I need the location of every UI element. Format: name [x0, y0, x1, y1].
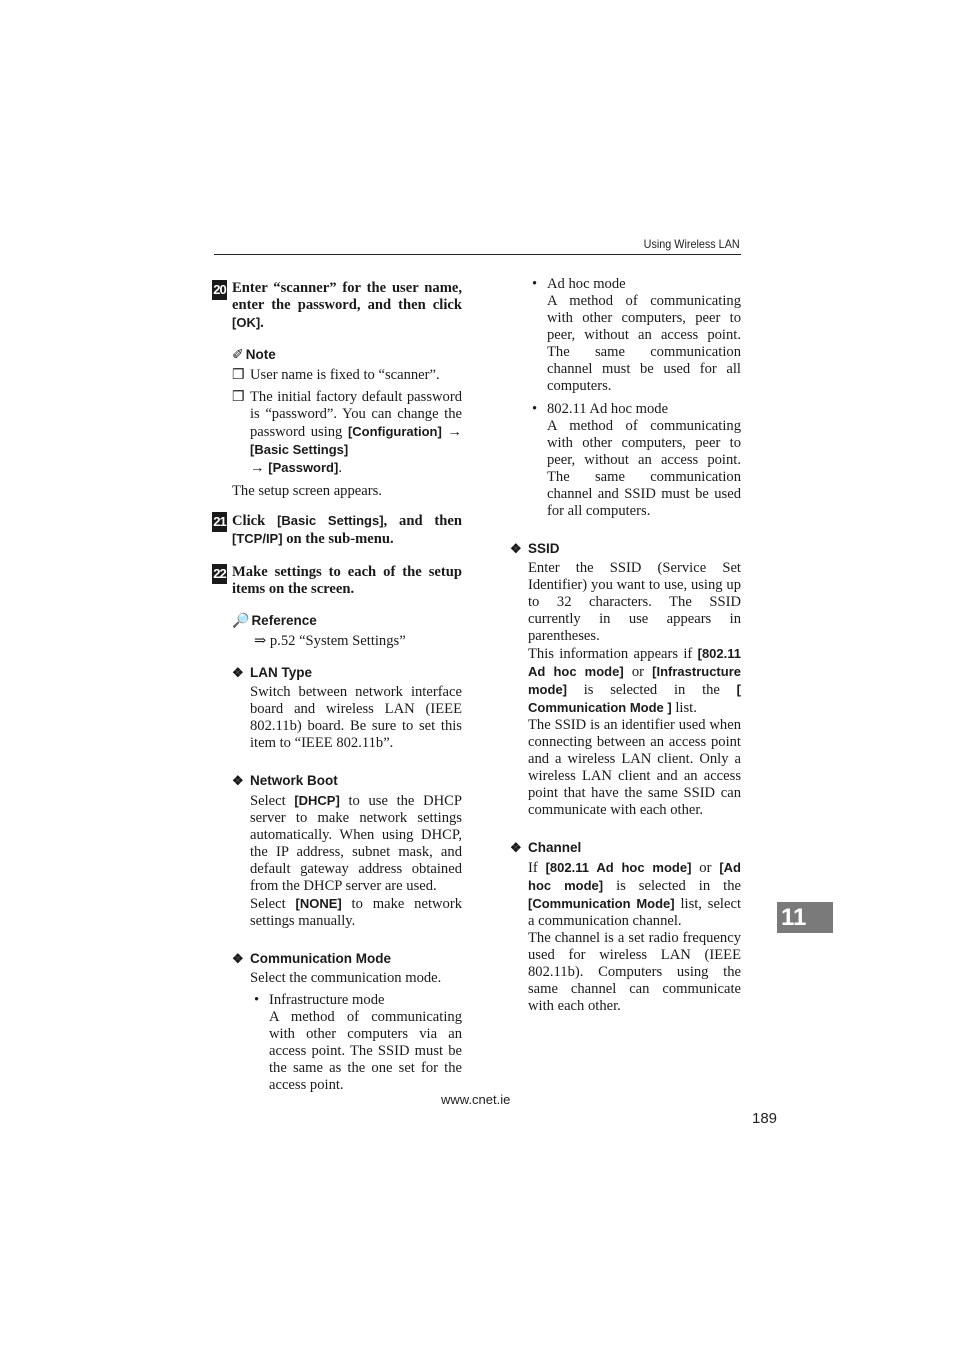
footer-url[interactable]: www.cnet.ie: [441, 1092, 511, 1107]
bullet-icon: •: [532, 276, 538, 292]
tcpip-key: [TCP/IP]: [232, 531, 283, 546]
network-boot-body: Select [DHCP] to use the DHCP server to make network settings automatically. When using DHCP, the IP address, subnet mask, and default gateway address obtained from the DHCP server are used. Select [NONE] to make network settings manually.: [250, 793, 462, 929]
result-text: The setup screen appears.: [232, 483, 382, 499]
running-header: Using Wireless LAN: [643, 237, 740, 251]
step-text: Enter “scanner” for the user name, enter the password, and then click [OK].: [232, 280, 462, 331]
lan-type-body: Switch between network interface board and wireless LAN (IEEE 802.11b) board. Be sure to set this item to “IEEE 802.11b”.: [250, 684, 462, 751]
step-text: Make settings to each of the setup items on the screen.: [232, 564, 462, 597]
ok-key: [OK]: [232, 315, 261, 330]
note-item: ❒ The initial factory default password is “password”. You can change the password using [Configuration] → [Basic Settings] → [Password].: [232, 389, 462, 476]
diamond-icon: ❖: [232, 951, 244, 966]
ssid-body: Enter the SSID (Service Set Identifier) you want to use, using up to 32 characters. The SSID currently in use appears in parentheses. This information appears if [802.11 Ad hoc mode] or [Infrastructure mode] is selected in the [ Communication Mode ] list. The SSID is an identifier used when connecting between an access point and a wireless LAN client. Only a wireless LAN client and an access point that have the same SSID can communicate with each other.: [528, 560, 741, 818]
channel-heading: ❖ Channel: [510, 840, 582, 855]
configuration-key: [Configuration]: [347, 424, 442, 439]
step-number: 22: [212, 564, 227, 584]
checkbox-icon: ❒: [232, 368, 245, 383]
communication-mode-key: [ Communication Mode ]: [528, 682, 741, 715]
step-21: [212, 512, 462, 548]
header-rule: [214, 254, 741, 255]
page-number: 189: [752, 1110, 778, 1127]
password-key: [Password]: [268, 460, 339, 475]
adhoc-key: [802.11 Ad hoc mode]: [528, 646, 741, 679]
magnifier-icon: 🔎: [232, 612, 250, 628]
mode-list-continued: [510, 276, 741, 520]
dhcp-key: [DHCP]: [294, 793, 340, 808]
bullet-icon: •: [532, 401, 538, 417]
communication-mode-heading: ❖ Communication Mode: [232, 951, 391, 966]
note-item: ❒ User name is fixed to “scanner”.: [232, 367, 440, 383]
diamond-icon: ❖: [232, 773, 244, 788]
step-22: [212, 564, 462, 598]
pencil-icon: ✐: [232, 346, 244, 362]
step-number: 20: [212, 280, 227, 300]
adhoc-key: [802.11 Ad hoc mode]: [545, 860, 692, 875]
right-column: [510, 276, 741, 1015]
note-heading: ✐ Note: [232, 346, 276, 362]
communication-mode-key: [Communication Mode]: [528, 896, 675, 911]
ssid-heading: ❖ SSID: [510, 541, 560, 556]
none-key: [NONE]: [295, 896, 342, 911]
reference-heading: 🔎 Reference: [232, 612, 317, 628]
step-20: [212, 280, 462, 332]
basic-settings-key: [Basic Settings]: [250, 442, 349, 457]
lan-type-heading: ❖ LAN Type: [232, 665, 313, 680]
step-number: 21: [212, 512, 227, 532]
channel-body: If [802.11 Ad hoc mode] or [Ad hoc mode] is selected in the [Communication Mode] list, select a communication channel. The channel is a set radio frequency used for wireless LAN (IEEE 802.11b). Computers using the same channel can communicate with each other.: [528, 860, 741, 1014]
mode-list: [212, 992, 462, 1094]
left-column: [212, 280, 462, 1094]
adhoc-mode-key: [Ad hoc mode]: [528, 860, 741, 893]
reference-link[interactable]: ⇒ p.52 “System Settings”: [254, 633, 406, 649]
diamond-icon: ❖: [510, 840, 522, 855]
network-boot-heading: ❖ Network Boot: [232, 773, 338, 788]
list-item: • 802.11 Ad hoc mode A method of communicating with other computers, peer to peer, without an access point. The same communication channel and SSID must be used for all computers.: [532, 401, 741, 519]
basic-settings-key: [Basic Settings]: [277, 513, 384, 528]
diamond-icon: ❖: [232, 665, 244, 680]
list-item: • Ad hoc mode A method of communicating with other computers, peer to peer, without an access point. The same communication channel must be used for all computers.: [532, 276, 741, 394]
list-item: • Infrastructure mode A method of communicating with other computers via an access point. The SSID must be the same as the one set for the access point.: [254, 992, 462, 1093]
step-text: Click [Basic Settings], and then [TCP/IP] on the sub-menu.: [232, 513, 462, 547]
checkbox-icon: ❒: [232, 390, 245, 405]
communication-mode-body: Select the communication mode.: [250, 970, 442, 986]
chapter-tab: 11: [777, 902, 833, 933]
diamond-icon: ❖: [510, 541, 522, 556]
infrastructure-key: [Infrastructure mode]: [528, 664, 741, 697]
bullet-icon: •: [254, 992, 260, 1008]
